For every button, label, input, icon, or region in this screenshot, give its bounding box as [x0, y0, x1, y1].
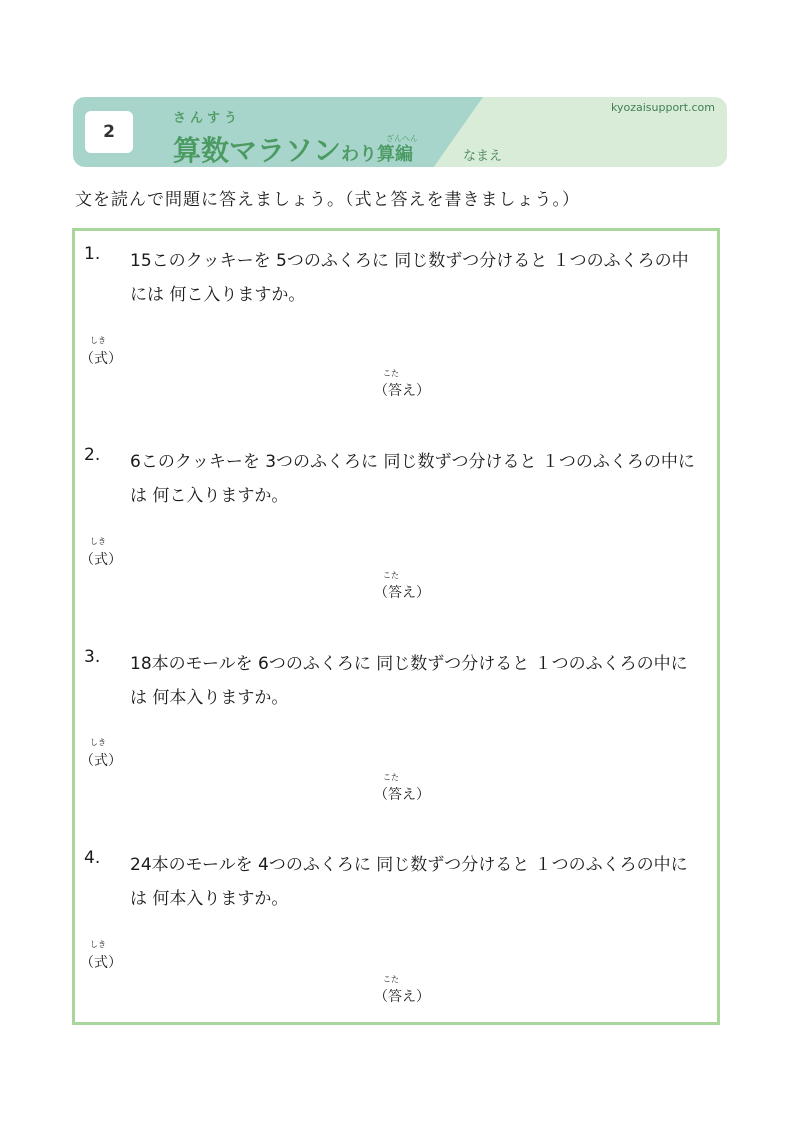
site-url: kyozaisupport.com: [610, 101, 715, 114]
title-ruby: さんすう: [173, 111, 242, 126]
question-line-2: は 何こ入りますか。: [130, 486, 289, 506]
kotae-text: （答え）: [374, 585, 430, 601]
shiki-ruby: しき: [90, 940, 106, 949]
kotae-label-4: [374, 975, 430, 1006]
question-line-2: は 何本入りますか。: [130, 889, 289, 909]
shiki-text: （式）: [80, 552, 122, 568]
question-line-1: 24本のモールを 4つのふくろに 同じ数ずつ分けると １つのふくろの中に: [130, 855, 688, 875]
shiki-label-3: [80, 738, 122, 770]
question-text: [130, 848, 710, 916]
question-number: 1.: [84, 244, 101, 264]
kotae-text: （答え）: [374, 989, 430, 1005]
shiki-ruby: しき: [90, 738, 106, 747]
kotae-ruby: こた: [383, 975, 399, 984]
question-line-1: 6このクッキーを 3つのふくろに 同じ数ずつ分けると １つのふくろの中に: [130, 452, 695, 472]
kotae-label-3: [374, 773, 430, 804]
kotae-label-2: [374, 571, 430, 602]
kotae-ruby: こた: [383, 369, 399, 378]
shiki-ruby: しき: [90, 336, 106, 345]
question-text: [130, 244, 710, 312]
page-title: [173, 129, 413, 167]
kotae-label-1: [374, 369, 430, 400]
kotae-text: （答え）: [374, 787, 430, 803]
title-kana: わり: [341, 144, 378, 165]
question-text: [130, 647, 710, 715]
question-number: 3.: [84, 647, 101, 667]
title-main: 算数マラソン: [173, 134, 342, 167]
question-number: 4.: [84, 848, 101, 868]
question-line-1: 15このクッキーを 5つのふくろに 同じ数ずつ分けると １つのふくろの中: [130, 251, 689, 271]
question-text: [130, 445, 710, 513]
kotae-ruby: こた: [383, 773, 399, 782]
shiki-text: （式）: [80, 753, 122, 769]
shiki-label-1: [80, 336, 122, 368]
worksheet-number: 2: [85, 111, 133, 153]
title-sub: 算編: [377, 144, 414, 165]
question-number: 2.: [84, 445, 101, 465]
kotae-text: （答え）: [374, 383, 430, 399]
shiki-label-2: [80, 537, 122, 569]
shiki-ruby: しき: [90, 537, 106, 546]
subtitle-ruby: ざんへん: [386, 134, 418, 143]
instruction: 文を読んで問題に答えましょう。（式と答えを書きましょう。）: [75, 190, 580, 210]
question-line-2: には 何こ入りますか。: [130, 285, 306, 305]
name-label: なまえ: [463, 149, 503, 164]
shiki-text: （式）: [80, 955, 122, 971]
shiki-text: （式）: [80, 351, 122, 367]
shiki-label-4: [80, 940, 122, 972]
kotae-ruby: こた: [383, 571, 399, 580]
question-line-2: は 何本入りますか。: [130, 688, 289, 708]
header-banner: [73, 97, 727, 167]
question-line-1: 18本のモールを 6つのふくろに 同じ数ずつ分けると １つのふくろの中に: [130, 654, 688, 674]
